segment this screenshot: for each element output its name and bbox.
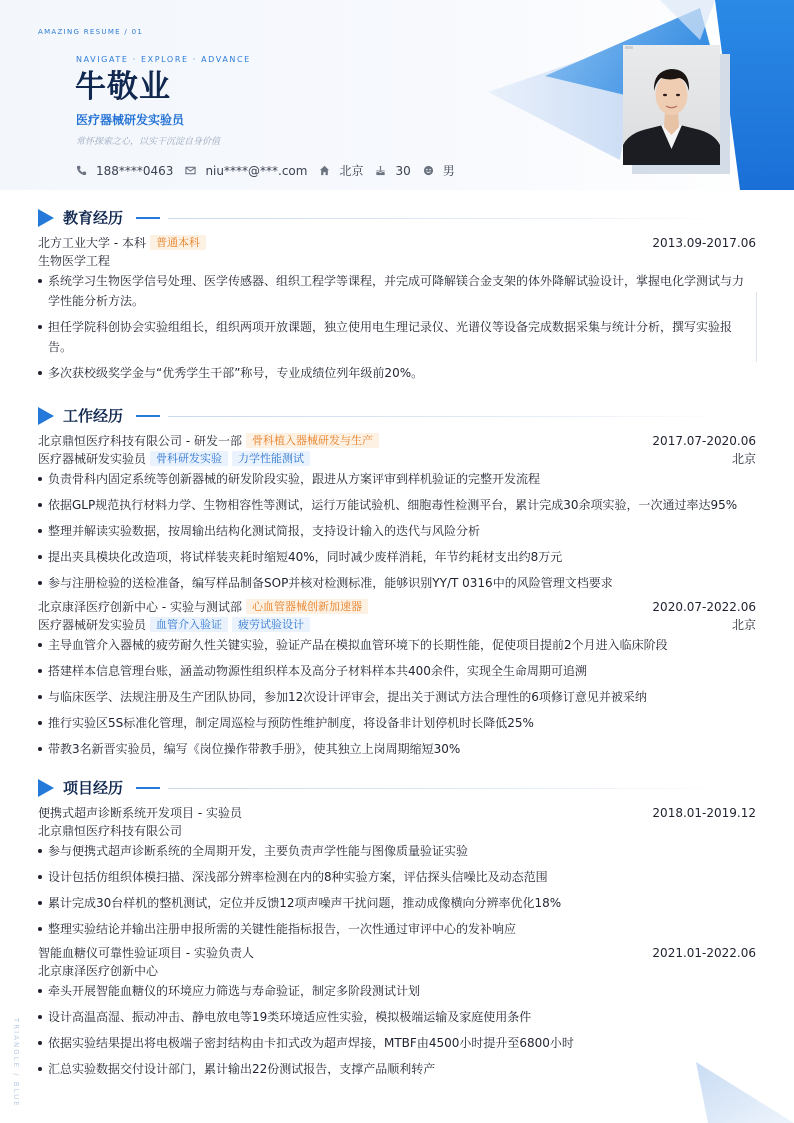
profile-photo — [623, 45, 720, 165]
list-item: 负责骨科内固定系统等创新器械的研发阶段实验，跟进从方案评审到样机验证的完整开发流程 — [38, 469, 748, 489]
company-name: 北京康泽医疗创新中心 - 实验与测试部 — [38, 600, 242, 614]
project-name: 智能血糖仪可靠性验证项目 - 实验负责人 — [38, 946, 254, 960]
job-role: 医疗器械研发实验员 — [38, 618, 147, 632]
job-role-row — [38, 616, 756, 634]
job-bullets — [38, 469, 748, 599]
section-dash — [136, 787, 160, 789]
list-item: 依据实验结果提出将电极端子密封结构由卡扣式改为超声焊接，MTBF由4500小时提升至6800小时 — [38, 1033, 748, 1053]
job-date: 2020.07-2022.06 — [652, 600, 756, 614]
person-portrait-icon — [623, 45, 720, 165]
list-item: 带教3名新晋实验员，编写《岗位操作带教手册》，使其独立上岗周期缩短30% — [38, 739, 748, 759]
section-projects-header — [38, 778, 758, 798]
job-entry-header — [38, 432, 756, 450]
list-item: 系统学习生物医学信号处理、医学传感器、组织工程学等课程，并完成可降解镁合金支架的体外降解试验设计，掌握电化学测试与力学性能分析方法。 — [38, 271, 748, 311]
section-education-header — [38, 208, 758, 228]
home-icon — [319, 165, 330, 176]
skill-tag: 力学性能测试 — [232, 451, 310, 466]
job-entry-header — [38, 598, 756, 616]
list-item: 整理并解读实验数据，按周输出结构化测试简报，支持设计输入的迭代与风险分析 — [38, 521, 748, 541]
candidate-name: 牛敬业 — [75, 69, 171, 105]
phone-icon — [76, 165, 87, 176]
list-item: 搭建样本信息管理台账，涵盖动物源性组织样本及高分子材料样本共400余件，实现全生命周期可追溯 — [38, 661, 748, 681]
list-item: 多次获校级奖学金与“优秀学生干部”称号，专业成绩位列年级前20%。 — [38, 363, 748, 383]
school-type-tag: 普通本科 — [150, 235, 206, 250]
project-bullets — [38, 841, 748, 945]
education-bullets — [38, 271, 748, 389]
resume-kicker: AMAZING RESUME / 01 — [38, 28, 144, 36]
city-text: 北京 — [339, 164, 364, 178]
contact-city — [319, 162, 363, 179]
project-bullets — [38, 981, 748, 1085]
skill-tag: 血管介入验证 — [150, 617, 228, 632]
job-role: 医疗器械研发实验员 — [38, 452, 147, 466]
motto: 常怀探索之心，以实干沉淀自身价值 — [76, 137, 221, 147]
section-education-title: 教育经历 — [63, 209, 124, 227]
gender-text: 男 — [442, 164, 455, 178]
list-item: 整理实验结论并输出注册申报所需的关键性能指标报告，一次性通过审评中心的发补响应 — [38, 919, 748, 939]
list-item: 设计包括仿组织体模扫描、深浅部分辨率检测在内的8种实验方案，评估探头信噪比及动态范围 — [38, 867, 748, 887]
mail-icon — [185, 165, 196, 176]
list-item: 依据GLP规范执行材料力学、生物相容性等测试，运行万能试验机、细胞毒性检测平台，累计完成30余项实验，一次通过率达95% — [38, 495, 748, 515]
list-item: 参与便携式超声诊断系统的全周期开发，主要负责声学性能与图像质量验证实验 — [38, 841, 748, 861]
job-date: 2017.07-2020.06 — [652, 434, 756, 448]
list-item: 推行实验区5S标准化管理，制定周巡检与预防性维护制度，将设备非计划停机时长降低25% — [38, 713, 748, 733]
job-city: 北京 — [731, 618, 756, 632]
skill-tag: 疲劳试验设计 — [232, 617, 310, 632]
contact-gender — [423, 162, 455, 179]
skill-tag: 骨科研发实验 — [150, 451, 228, 466]
company-name: 北京鼎恒医疗科技有限公司 - 研发一部 — [38, 434, 242, 448]
section-projects-title: 项目经历 — [63, 779, 124, 797]
list-item: 累计完成30台样机的整机测试，定位并反馈12项声噪声干扰问题，推动成像横向分辨率优化18% — [38, 893, 748, 913]
project-org: 北京鼎恒医疗科技有限公司 — [38, 824, 183, 838]
tagline: NAVIGATE · EXPLORE · ADVANCE — [76, 55, 251, 64]
company-tag: 心血管器械创新加速器 — [246, 599, 368, 614]
project-entry-header — [38, 804, 756, 822]
list-item: 参与注册检验的送检准备，编写样品制备SOP并核对检测标准，能够识别YY/T 0316中的风险管理文档要求 — [38, 573, 748, 593]
list-item: 担任学院科创协会实验组组长，组织两项开放课题，独立使用电生理记录仪、光谱仪等设备完成数据采集与统计分析，撰写实验报告。 — [38, 317, 748, 357]
project-date: 2018.01-2019.12 — [652, 806, 756, 820]
list-item: 与临床医学、法规注册及生产团队协同，参加12次设计评审会，提出关于测试方法合理性的6项修订意见并被采纳 — [38, 687, 748, 707]
section-rule — [168, 788, 728, 789]
gender-icon — [423, 165, 434, 176]
contact-phone — [76, 164, 173, 178]
education-date: 2013.09-2017.06 — [652, 236, 756, 250]
section-dash — [136, 217, 160, 219]
major: 生物医学工程 — [38, 254, 111, 268]
project-entry-header — [38, 944, 756, 962]
project-date: 2021.01-2022.06 — [652, 946, 756, 960]
list-item: 牵头开展智能血糖仪的环境应力筛选与寿命验证，制定多阶段测试计划 — [38, 981, 748, 1001]
side-divider — [756, 292, 757, 362]
project-org-row — [38, 822, 756, 840]
list-item: 设计高温高湿、振动冲击、静电放电等19类环境适应性实验，模拟极端运输及家庭使用条件 — [38, 1007, 748, 1027]
school-name: 北方工业大学 - 本科 — [38, 236, 146, 250]
company-tag: 骨科植入器械研发与生产 — [246, 433, 379, 448]
section-dash — [136, 415, 160, 417]
section-triangle-icon — [38, 779, 54, 797]
section-rule — [168, 218, 728, 219]
list-item: 主导血管介入器械的疲劳耐久性关键实验，验证产品在模拟血管环境下的长期性能，促使项目提前2个月进入临床阶段 — [38, 635, 748, 655]
job-role-row — [38, 450, 756, 468]
cake-icon — [375, 165, 386, 176]
vertical-watermark: TRIANGLE / BLUE — [12, 1018, 20, 1108]
project-name: 便携式超声诊断系统开发项目 - 实验员 — [38, 806, 242, 820]
resume-header — [0, 0, 794, 190]
list-item: 提出夹具模块化改造项，将试样装夹耗时缩短40%，同时减少废样消耗，年节约耗材支出约8万元 — [38, 547, 748, 567]
contact-age — [375, 164, 410, 178]
project-org: 北京康泽医疗创新中心 — [38, 964, 159, 978]
section-triangle-icon — [38, 407, 54, 425]
education-entry-header — [38, 234, 756, 252]
education-major-row — [38, 252, 756, 270]
section-work-header — [38, 406, 758, 426]
contact-email — [185, 164, 307, 178]
age-text: 30 — [395, 163, 411, 178]
corner-triangle-decoration — [690, 1060, 794, 1123]
job-city: 北京 — [731, 452, 756, 466]
email-text: niu****@***.com — [205, 163, 308, 178]
contact-list — [76, 162, 467, 179]
job-title: 医疗器械研发实验员 — [76, 113, 185, 127]
section-work-title: 工作经历 — [63, 407, 124, 425]
section-triangle-icon — [38, 209, 54, 227]
project-org-row — [38, 962, 756, 980]
section-rule — [168, 416, 728, 417]
list-item: 汇总实验数据交付设计部门，累计输出22份测试报告，支撑产品顺利转产 — [38, 1059, 748, 1079]
job-bullets — [38, 635, 748, 765]
phone-text: 188****0463 — [96, 163, 174, 178]
